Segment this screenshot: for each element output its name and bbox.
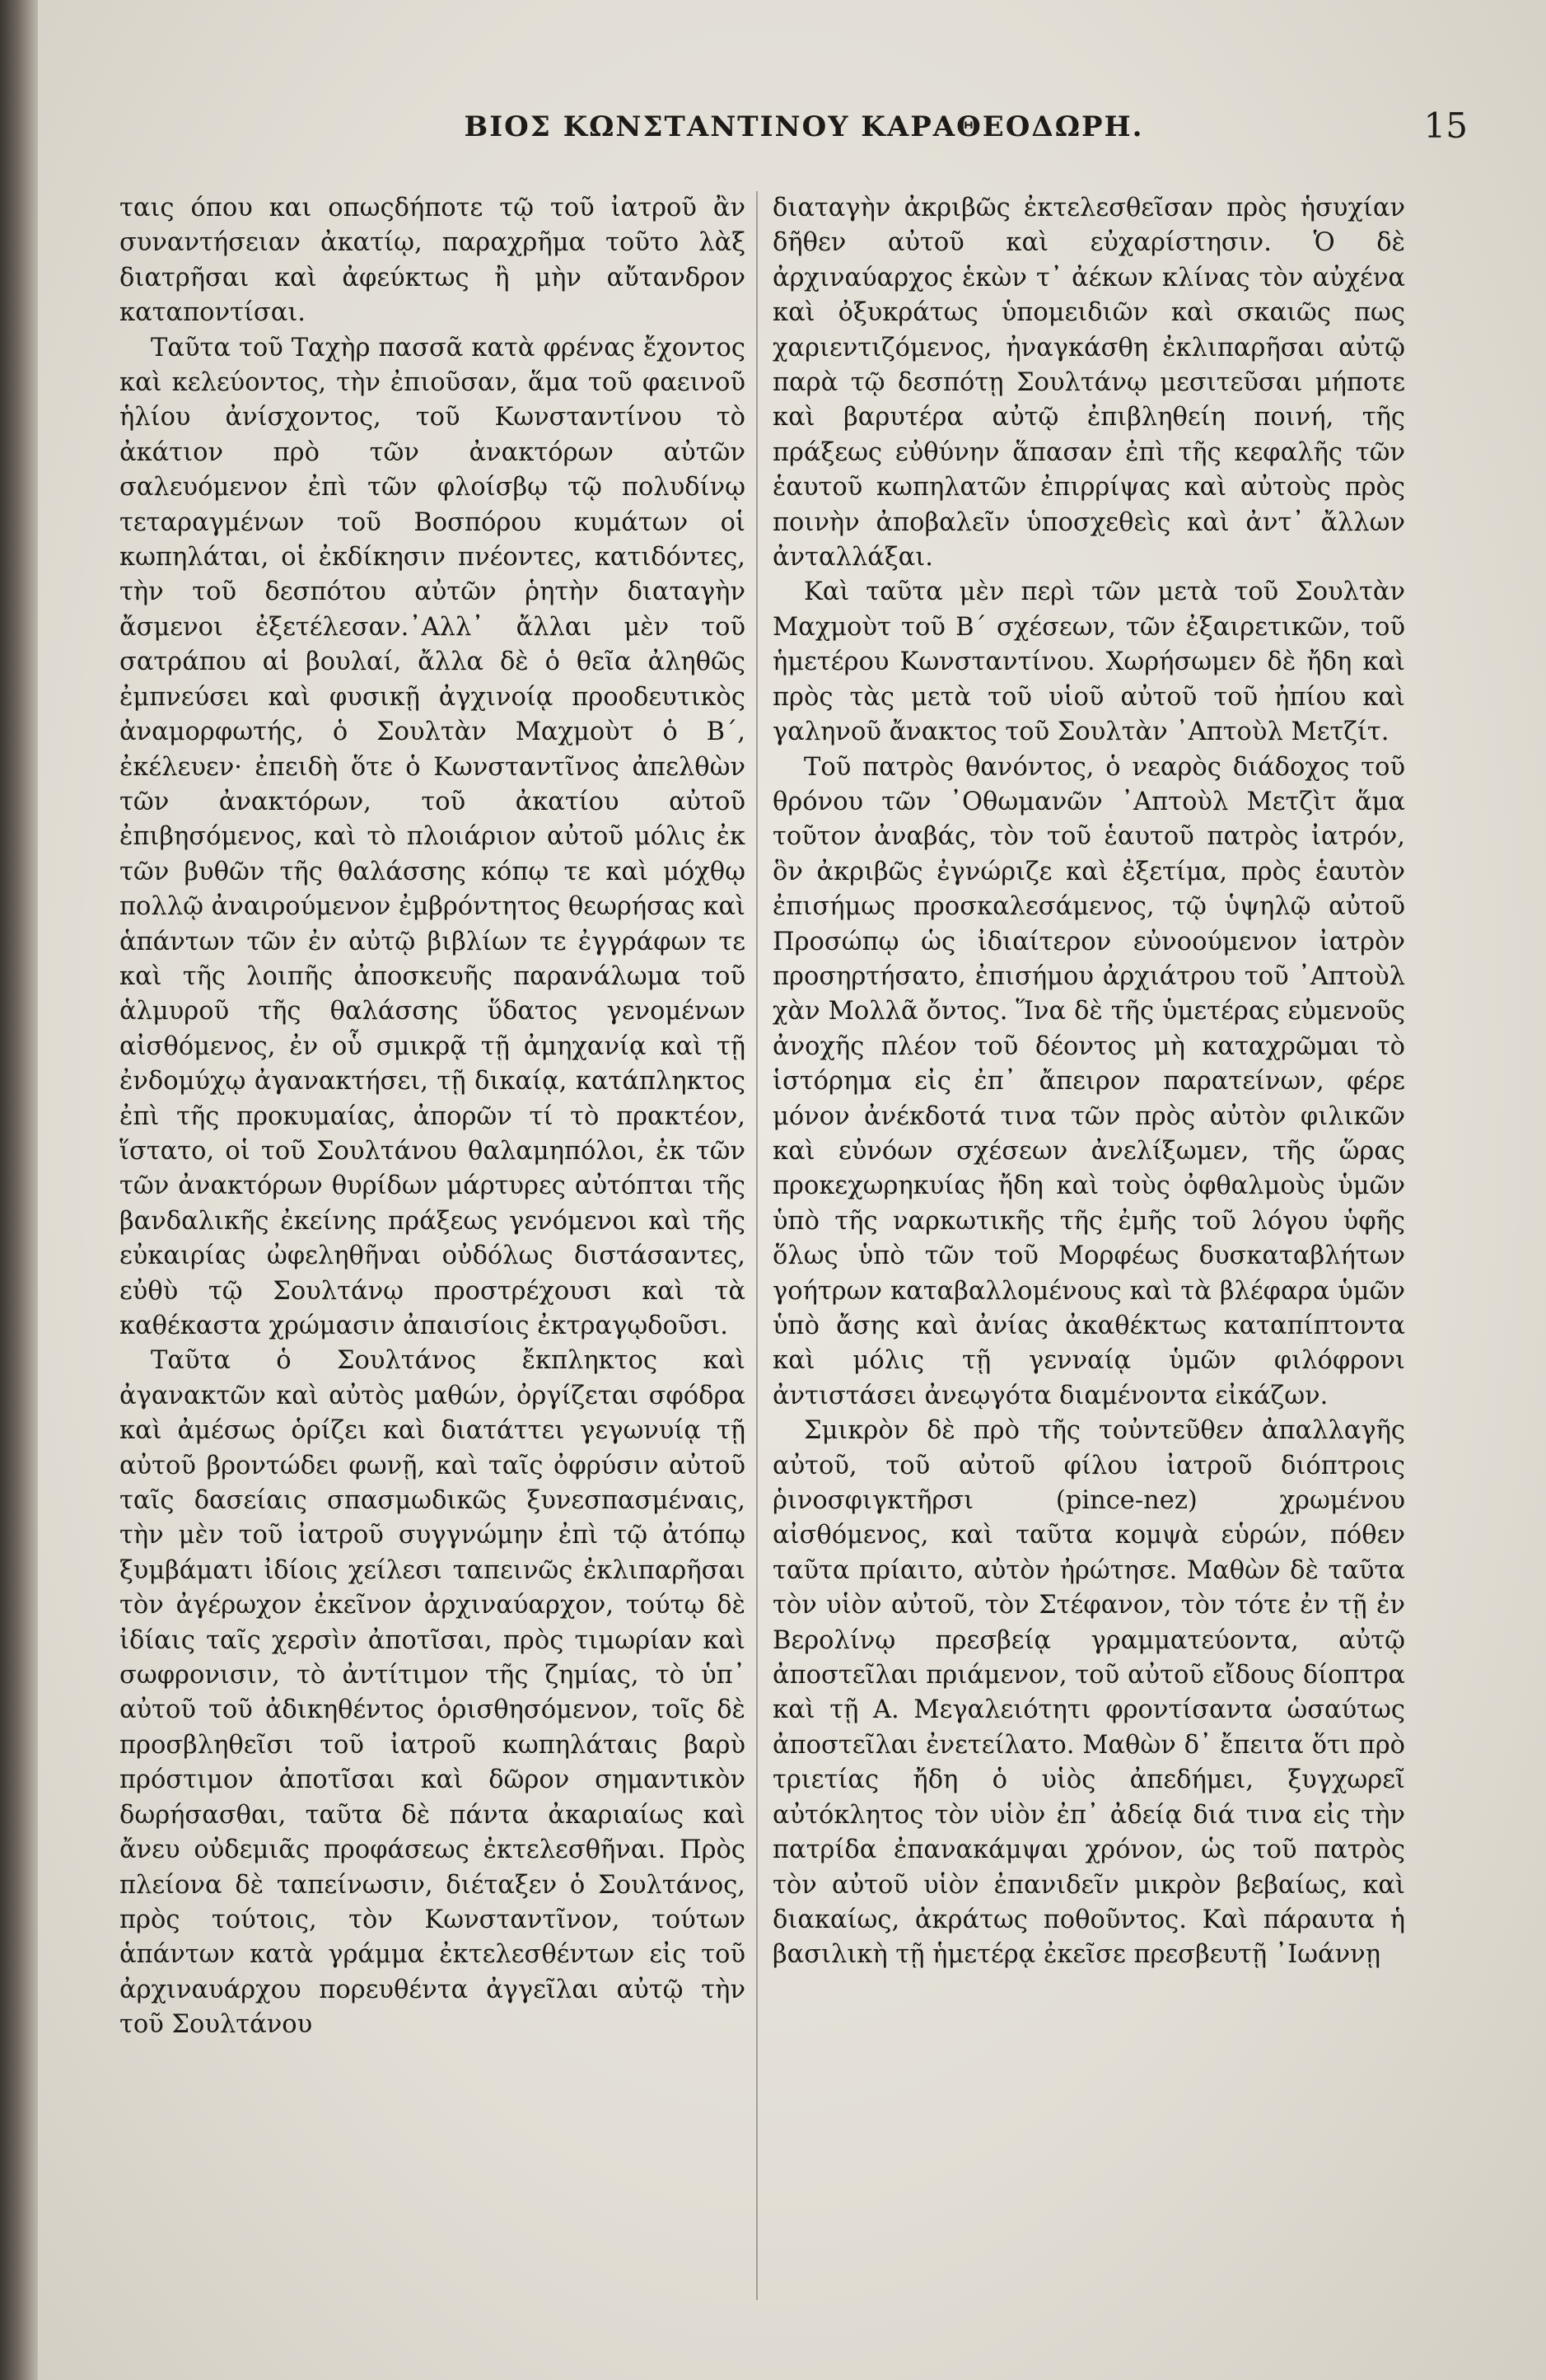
- page-number: 15: [1423, 105, 1468, 146]
- page-header: [124, 105, 1484, 155]
- right-column: [773, 191, 1405, 2317]
- paragraph: διαταγὴν ἀκριβῶς ἐκτελεσθεῖσαν πρὸς ἡσυχίαν δῆθεν αὐτοῦ καὶ εὐχαρίστησιν. Ὁ δὲ ἀρχιναύαρχος ἑκὼν τ᾿ ἀέκων κλίνας τὸν αὐχένα καὶ ὀξυκράτως ὑπομειδιῶν καὶ σκαιῶς πως χαριεντιζόμενος, ἠναγκάσθη ἐκλιπαρῆσαι αὐτῷ παρὰ τῷ δεσπότῃ Σουλτάνῳ μεσιτεῦσαι μήποτε καὶ βαρυτέρα αὐτῷ ἐπιβληθείη ποινή, τῆς πράξεως εὐθύνην ἅπασαν ἐπὶ τῆς κεφαλῆς τῶν ἑαυτοῦ κωπηλατῶν ἐπιρρίψας καὶ αὐτοὺς πρὸς ποινὴν ἀποβαλεῖν ὑποσχεθεὶς καὶ ἀντ᾿ ἄλλων ἀνταλλάξαι.: [773, 194, 1405, 573]
- left-column: [119, 191, 745, 2317]
- paragraph: Καὶ ταῦτα μὲν περὶ τῶν μετὰ τοῦ Σουλτὰν Μαχμοὺτ τοῦ Β΄ σχέσεων, τῶν ἐξαιρετικῶν, τοῦ ἡμετέρου Κωνσταντίνου. Χωρήσωμεν δὲ ἤδη καὶ πρὸς τὰς μετὰ τοῦ υἱοῦ αὐτοῦ τοῦ ἠπίου καὶ γαληνοῦ ἄνακτος τοῦ Σουλτὰν ᾿Απτοὺλ Μετζίτ.: [773, 577, 1405, 747]
- paragraph: Ταῦτα ὁ Σουλτάνος ἔκπληκτος καὶ ἀγανακτῶν καὶ αὐτὸς μαθών, ὀργίζεται σφόδρα καὶ ἀμέσως ὁρίζει καὶ διατάττει γεγωνυίᾳ τῇ αὐτοῦ βροντώδει φωνῇ, καὶ ταῖς ὀφρύσιν αὐτοῦ ταῖς δασείαις σπασμωδικῶς ξυνεσπασμέναις, τὴν μὲν τοῦ ἰατροῦ συγγνώμην ἐπὶ τῷ ἀτόπῳ ξυμβάματι ἰδίοις χείλεσι ταπεινῶς ἐκλιπαρῆσαι τὸν ἀγέρωχον ἐκεῖνον ἀρχιναύαρχον, τούτῳ δὲ ἰδίαις ταῖς χερσὶν ἀποτῖσαι, πρὸς τιμωρίαν καὶ σωφρονισιν, τὸ ἀντίτιμον τῆς ζημίας, τὸ ὑπ᾿ αὐτοῦ τοῦ ἀδικηθέντος ὁρισθησόμενον, τοῖς δὲ προσβληθεῖσι τοῦ ἰατροῦ κωπηλάταις βαρὺ πρόστιμον ἀποτῖσαι καὶ δῶρον σημαντικὸν δωρήσασθαι, ταῦτα δὲ πάντα ἀκαριαίως καὶ ἄνευ οὐδεμιᾶς προφάσεως ἐκτελεσθῆναι. Πρὸς πλείονα δὲ ταπείνωσιν, διέταξεν ὁ Σουλτάνος, πρὸς τούτοις, τὸν Κωνσταντῖνον, τούτων ἁπάντων κατὰ γράμμα ἐκτελεσθέντων εἰς τοῦ ἀρχιναυάρχου πορευθέντα ἀγγεῖλαι αὐτῷ τὴν τοῦ Σουλτάνου: [119, 1346, 745, 2040]
- book-binding-edge: [0, 0, 38, 2380]
- paragraph: Σμικρὸν δὲ πρὸ τῆς τοὐντεῦθεν ἀπαλλαγῆς αὐτοῦ, τοῦ αὐτοῦ φίλου ἰατροῦ διόπτροις ῥινοσφιγκτῆρσι (pince-nez) χρωμένου αἰσθόμενος, καὶ ταῦτα κομψὰ εὑρών, πόθεν ταῦτα πρίαιτο, αὐτὸν ἠρώτησε. Μαθὼν δὲ ταῦτα τὸν υἱὸν αὐτοῦ, τὸν Στέφανον, τὸν τότε ἐν τῇ ἐν Βερολίνῳ πρεσβείᾳ γραμματεύοντα, αὐτῷ ἀποστεῖλαι πριάμενον, τοῦ αὐτοῦ εἴδους δίοπτρα καὶ τῇ Α. Μεγαλειότητι φροντίσαντα ὡσαύτως ἀποστεῖλαι ἐνετείλατο. Μαθὼν δ᾿ ἔπειτα ὅτι πρὸ τριετίας ἤδη ὁ υἱὸς ἀπεδήμει, ξυγχωρεῖ αὐτόκλητος τὸν υἱὸν ἐπ᾿ ἀδείᾳ διά τινα εἰς τὴν πατρίδα ἐπανακάμψαι χρόνον, ὡς τοῦ πατρὸς τὸν αὐτοῦ υἱὸν ἐπανιδεῖν μικρὸν βεβαίως, καὶ διακαίως, ἀκράτως ποθοῦντος. Καὶ πάραυτα ἡ βασιλικὴ τῇ ἡμετέρᾳ ἐκεῖσε πρεσβευτῇ ᾿Ιωάννῃ: [773, 1416, 1405, 1970]
- running-title: ΒΙΟΣ ΚΩΝΣΤΑΝΤΙΝΟΥ ΚΑΡΑΘΕΟΔΩΡΗ.: [464, 110, 1144, 143]
- paragraph: Τοῦ πατρὸς θανόντος, ὁ νεαρὸς διάδοχος τοῦ θρόνου τῶν ᾿Οθωμανῶν ᾿Απτοὺλ Μετζὶτ ἅμα τοῦτον ἀναβάς, τὸν τοῦ ἑαυτοῦ πατρὸς ἰατρόν, ὃν ἀκριβῶς ἐγνώριζε καὶ ἐξετίμα, πρὸς ἑαυτὸν ἐπισήμως προσκαλεσάμενος, τῷ ὑψηλῷ αὐτοῦ Προσώπῳ ὡς ἰδιαίτερον εὐνοούμενον ἰατρὸν προσηρτήσατο, ἐπισήμου ἀρχιάτρου τοῦ ᾿Απτοὺλ χὰν Μολλᾶ ὄντος. Ἵνα δὲ τῆς ὑμετέρας εὐμενοῦς ἀνοχῆς πλέον τοῦ δέοντος μὴ καταχρῶμαι τὸ ἱστόρημα εἰς ἐπ᾿ ἄπειρον παρατείνων, φέρε μόνον ἀνέκδοτά τινα τῶν πρὸς αὐτὸν φιλικῶν καὶ εὐνόων σχέσεων ἀνελίξωμεν, τῆς ὥρας προκεχωρηκυίας ἤδη καὶ τοὺς ὀφθαλμοὺς ὑμῶν ὑπὸ τῆς ναρκωτικῆς τῆς ἐμῆς τοῦ λόγου ὑφῆς ὅλως ὑπὸ τῶν τοῦ Μορφέως δυσκαταβλήτων γοήτρων καταβαλλομένους καὶ τὰ βλέφαρα ὑμῶν ὑπὸ ἄσης καὶ ἀνίας ἀκαθέκτως καταπίπτοντα καὶ μόλις τῇ γενναίᾳ ὑμῶν φιλόφρονι ἀντιστάσει ἀνεῳγότα διαμένοντα εἰκάζων.: [773, 752, 1405, 1410]
- column-divider: [756, 191, 758, 2300]
- paragraph: Ταῦτα τοῦ Ταχὴρ πασσᾶ κατὰ φρένας ἔχοντος καὶ κελεύοντος, τὴν ἐπιοῦσαν, ἅμα τοῦ φαεινοῦ ἡλίου ἀνίσχοντος, τοῦ Κωνσταντίνου τὸ ἀκάτιον πρὸ τῶν ἀνακτόρων αὐτῶν σαλευόμενον ἐπὶ τῶν φλοίσβῳ τῷ πολυδίνῳ τεταραγμένων τοῦ Βοσπόρου κυμάτων οἱ κωπηλάται, οἱ ἐκδίκησιν πνέοντες, κατιδόντες, τὴν τοῦ δεσπότου αὐτῶν ῥητὴν διαταγὴν ἄσμενοι ἐξετέλεσαν.᾿Αλλ᾿ ἄλλαι μὲν τοῦ σατράπου αἱ βουλαί, ἄλλα δὲ ὁ θεῖα ἀληθῶς ἐμπνεύσει καὶ φυσικῇ ἀγχινοίᾳ προοδευτικὸς ἀναμορφωτής, ὁ Σουλτὰν Μαχμοὺτ ὁ Β΄, ἐκέλευεν· ἐπειδὴ ὅτε ὁ Κωνσταντῖνος ἀπελθὼν τῶν ἀνακτόρων, τοῦ ἀκατίου αὐτοῦ ἐπιβησόμενος, καὶ τὸ πλοιάριον αὐτοῦ μόλις ἐκ τῶν βυθῶν τῆς θαλάσσης κόπῳ τε καὶ μόχθῳ πολλῷ ἀναιρούμενον ἐμβρόντητος θεωρήσας καὶ ἁπάντων τῶν ἐν αὐτῷ βιβλίων τε ἐγγράφων τε καὶ τῆς λοιπῆς ἀποσκευῆς παρανάλωμα τοῦ ἁλμυροῦ τῆς θαλάσσης ὕδατος γενομένων αἰσθόμενος, ἐν οὗ σμικρᾷ τῇ ἀμηχανίᾳ καὶ τῇ ἐνδομύχῳ ἀγανακτήσει, τῇ δικαίᾳ, κατάπληκτος ἐπὶ τῆς προκυμαίας, ἀπορῶν τί τὸ πρακτέον, ἵστατο, οἱ τοῦ Σουλτάνου θαλαμηπόλοι, ἐκ τῶν τῶν ἀνακτόρων θυρίδων μάρτυρες αὐτόπται τῆς βανδαλικῆς ἐκείνης πράξεως γενόμενοι καὶ τῆς εὐκαιρίας ὠφεληθῆναι οὐδόλως διστάσαντες, εὐθὺ τῷ Σουλτάνῳ προστρέχουσι καὶ τὰ καθέκαστα χρώμασιν ἀπαισίοις ἐκτραγῳδοῦσι.: [119, 333, 745, 1340]
- paragraph: ταις όπου και οπωςδήποτε τῷ τοῦ ἰατροῦ ἂν συναντήσειαν ἀκατίῳ, παραχρῆμα τοῦτο λὰξ διατρῆσαι καὶ ἀφεύκτως ἢ μὴν αὔτανδρον καταποντίσαι.: [119, 194, 745, 328]
